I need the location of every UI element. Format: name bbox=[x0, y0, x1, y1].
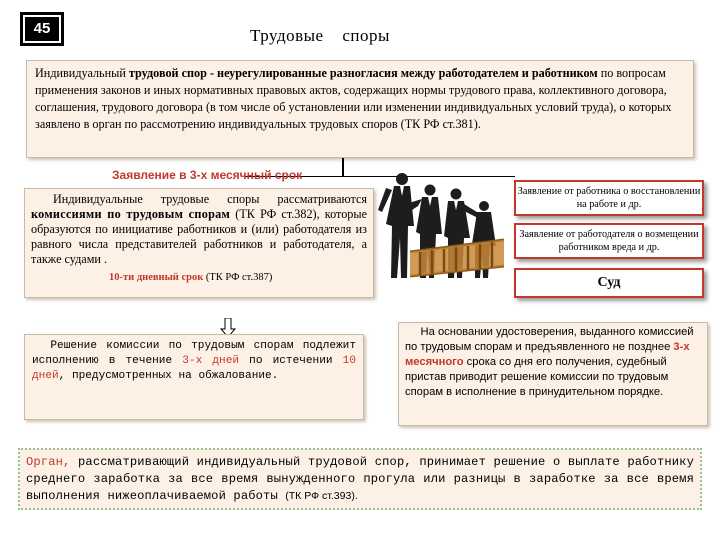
payment-decision-box bbox=[18, 448, 702, 510]
page-number: 45 bbox=[33, 20, 51, 37]
decision-3-days: 3-х дней bbox=[182, 355, 240, 367]
commission-part1: Индивидуальные трудовые споры рассматриваются bbox=[53, 192, 367, 206]
bailiff-box bbox=[398, 322, 708, 426]
definition-lead: Индивидуальный bbox=[35, 66, 129, 80]
decision-10-days: 10 дней bbox=[32, 355, 356, 382]
page-title: Трудовые споры bbox=[250, 26, 390, 45]
decision-part1: Решение комиссии по трудовым спорам подлежит исполнению в течение bbox=[32, 340, 356, 367]
definition-rest: по вопросам применения законов и иных нормативных правовых актов, содержащих нормы трудового права, коллективного договора, соглашения, трудового договора (в том числе об установлении или изменении индивидуальных условий труда), о которых заявлено в орган по рассмотрению индивидуальных трудовых споров (ТК РФ ст.381). bbox=[35, 66, 672, 131]
body-first-word: Орган, bbox=[26, 455, 71, 469]
claim-reinstatement-box: Заявление от работника о восстановлении на работе и др. bbox=[514, 180, 704, 216]
claim-damage-box: Заявление от работодателя о возмещении работником вреда и др. bbox=[514, 223, 704, 259]
deadline-10-days bbox=[109, 270, 367, 285]
bailiff-part1: На основании удостоверения, выданного комиссией по трудовым спорам и предъявленного не позднее bbox=[405, 326, 694, 353]
body-ref: (ТК РФ ст.393). bbox=[285, 490, 358, 502]
decision-box bbox=[24, 334, 364, 420]
bailiff-part2: срока со дня его получения, судебный пристав приводит решение комиссии по трудовым спорам в исполнение в принудительном порядке. bbox=[405, 356, 669, 398]
commission-text bbox=[31, 192, 367, 267]
connector-line bbox=[342, 158, 344, 176]
commission-box bbox=[24, 188, 374, 298]
page-number-badge bbox=[20, 12, 64, 46]
court-box: Суд bbox=[514, 268, 704, 298]
decision-part2: по истечении bbox=[239, 355, 343, 367]
decision-part3: , предусмотренных на обжалование. bbox=[58, 370, 279, 382]
courtroom-illustration bbox=[372, 166, 512, 288]
body-text: рассматривающий индивидуальный трудовой спор, принимает решение о выплате работнику среднего заработка за все время вынужденного прогула или разницы в заработке за все время выполнения нижеоплачиваемой работы bbox=[26, 455, 694, 503]
deadline-3-months-label: Заявление в 3-х месячный срок bbox=[112, 168, 303, 182]
deadline-10-days-label: 10-ти дневный срок bbox=[109, 272, 204, 283]
definition-term: трудовой спор - неурегулированные разногласия между работодателем и работником bbox=[128, 66, 598, 80]
bailiff-3-months: 3-х месячного bbox=[405, 341, 690, 368]
definition-box bbox=[26, 60, 694, 158]
commission-bold: комиссиями по трудовым спорам bbox=[31, 207, 231, 221]
commission-part2: (ТК РФ ст.382), которые образуются по инициативе работников и (или) работодателя из равного числа представителей работников и работодателя, а также судами . bbox=[31, 207, 367, 266]
deadline-10-days-ref: (ТК РФ ст.387) bbox=[205, 272, 273, 283]
